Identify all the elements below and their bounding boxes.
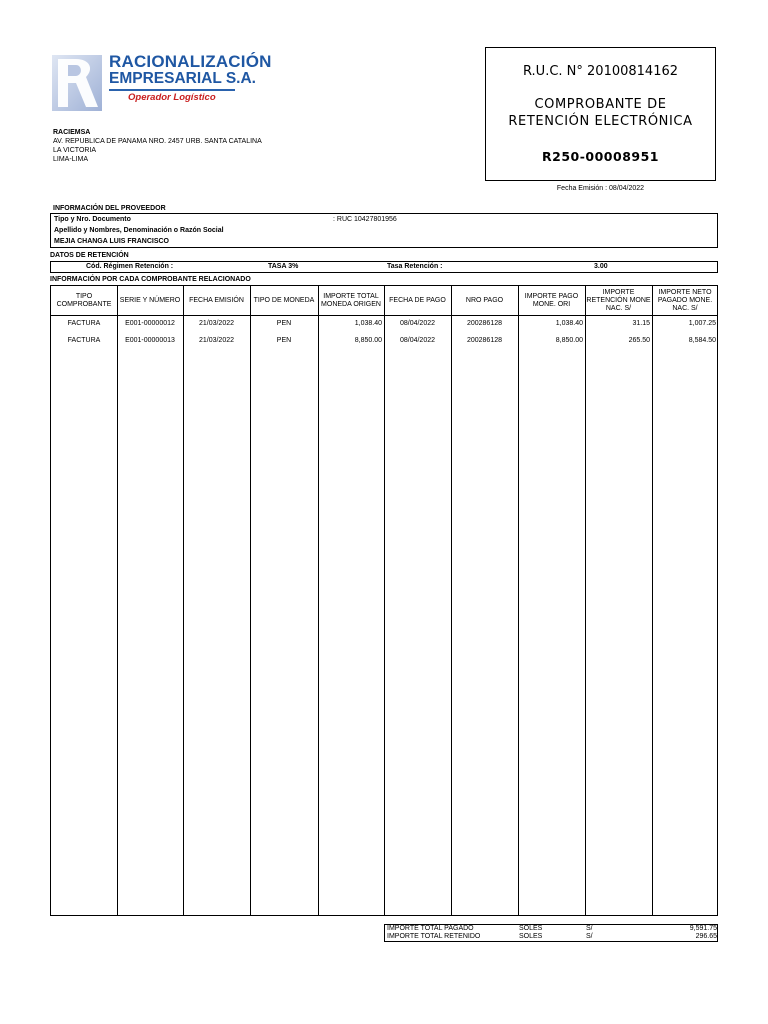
total-paid-symbol: S/ [586,925,593,932]
cell-nro-pago: 200286128 [466,320,503,327]
provider-doc-value: : RUC 10427801956 [333,216,397,223]
cell-tipo: FACTURA [67,337,101,344]
retention-heading: DATOS DE RETENCIÓN [50,252,129,259]
retention-regime-value: TASA 3% [268,263,299,270]
total-paid-label: IMPORTE TOTAL PAGADO [387,925,474,932]
ruc-number: R.U.C. N° 20100814162 [522,64,679,79]
document-title [485,96,716,130]
company-district: LA VICTORIA [53,147,97,154]
company-address: AV. REPUBLICA DE PANAMA NRO. 2457 URB. SANTA CATALINA [53,138,262,145]
cell-moneda: PEN [276,337,292,344]
retention-regime-label: Cód. Régimen Retención : [86,263,174,270]
logo-name-line1: RACIONALIZACIÓN [109,52,272,71]
retention-rate-label: Tasa Retención : [387,263,443,270]
cell-importe-neto: 8,584.50 [688,337,716,344]
cell-fecha-emision: 21/03/2022 [198,320,235,327]
cell-fecha-pago: 08/04/2022 [399,337,436,344]
col-header-serie: SERIE Y NÚMERO [119,296,181,304]
col-header-importe-retencion: IMPORTE RETENCIÓN MONE NAC. S/ [586,288,651,312]
cell-serie: E001-00000013 [125,337,175,344]
retention-rate-value: 3.00 [594,263,608,270]
provider-name-value: MEJIA CHANGA LUIS FRANCISCO [54,238,169,245]
company-logo-icon [52,55,102,111]
logo-name-line2: EMPRESARIAL S.A. [109,70,256,87]
col-header-fecha-pago: FECHA DE PAGO [389,296,446,304]
document-title-line1: COMPROBANTE DE [534,97,667,112]
cell-importe-pago: 1,038.40 [555,320,583,327]
cell-importe-pago: 8,850.00 [555,337,583,344]
cell-fecha-pago: 08/04/2022 [399,320,436,327]
cell-fecha-emision: 21/03/2022 [198,337,235,344]
total-retained-symbol: S/ [586,933,593,940]
company-short-name: RACIEMSA [53,129,91,136]
document-number: R250-00008951 [542,149,659,164]
cell-serie: E001-00000012 [125,320,175,327]
cell-importe-retencion: 265.50 [628,337,650,344]
table-heading: INFORMACIÓN POR CADA COMPROBANTE RELACIONADO [50,276,251,283]
col-header-moneda: TIPO DE MONEDA [253,296,315,304]
issue-date: Fecha Emisión : 08/04/2022 [556,185,645,192]
totals-box [384,924,718,942]
company-city: LIMA-LIMA [53,156,89,163]
provider-box [50,213,718,248]
cell-importe-retencion: 31.15 [632,320,650,327]
total-retained-currency: SOLES [519,933,543,940]
logo-divider [109,89,235,91]
cell-importe-total: 1,038.40 [354,320,382,327]
col-header-importe-total: IMPORTE TOTAL MONEDA ORIGEN [321,292,381,308]
document-title-line2: RETENCIÓN ELECTRÓNICA [508,114,693,129]
provider-doc-label: Tipo y Nro. Documento [54,216,131,223]
total-retained-label: IMPORTE TOTAL RETENIDO [387,933,481,940]
provider-heading: INFORMACIÓN DEL PROVEEDOR [53,205,166,212]
retention-box [50,261,718,273]
provider-name-label: Apellido y Nombres, Denominación o Razón Social [54,227,224,234]
col-header-importe-pago: IMPORTE PAGO MONE. ORI [524,292,579,308]
cell-tipo: FACTURA [67,320,101,327]
logo-tagline: Operador Logístico [128,92,216,103]
cell-importe-neto: 1,007.25 [688,320,716,327]
receipts-table [50,285,718,916]
cell-importe-total: 8,850.00 [354,337,382,344]
col-header-fecha-emision: FECHA EMISIÓN [189,296,244,304]
total-paid-value: 9,591.75 [689,925,717,932]
cell-nro-pago: 200286128 [466,337,503,344]
col-header-importe-neto: IMPORTE NETO PAGADO MONE. NAC. S/ [657,288,713,312]
col-header-tipo: TIPO COMPROBANTE [56,292,112,308]
col-header-nro-pago: NRO PAGO [465,296,504,304]
cell-moneda: PEN [276,320,292,327]
total-paid-currency: SOLES [519,925,543,932]
total-retained-value: 296.65 [695,933,717,940]
